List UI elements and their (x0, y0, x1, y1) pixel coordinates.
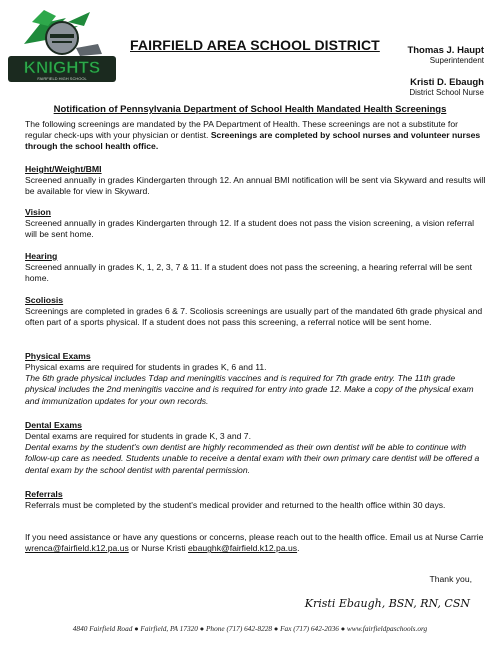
heading-vision: Vision (25, 207, 51, 217)
heading-scoliosis: Scoliosis (25, 295, 64, 305)
signature: Kristi Ebaugh, BSN, RN, CSN (304, 597, 470, 610)
intro-text: The following screenings are mandated by the PA Department of Health. These screenings are not a substitute for regular check-ups with your physician or dentist. (25, 119, 458, 141)
heading-height-weight: Height/Weight/BMI (25, 164, 102, 174)
vision-text: Screened annually in grades Kindergarten through 12. If a student does not pass the vision screening, a vision referral will be sent home. (25, 218, 475, 240)
hearing-text: Screened annually in grades K, 1, 2, 3, 7 & 11. If a student does not pass the screening, a hearing referral will be sent home. (25, 262, 472, 284)
physical-exams-note: The 6th grade physical includes Tdap and meningitis vaccines and is required for 7th grade entry. The 11th grade physical includes the 2nd meningitis vaccine and is required for entry into grade 12. Make a copy of the physical exam and immunization updates for your own records. (25, 373, 474, 406)
intro-paragraph (25, 119, 487, 153)
scoliosis-text: Screenings are completed in grades 6 & 7. Scoliosis screenings are usually part of the mandated 6th grade physical and often part of a sports physical. If a student does not pass this screening, a referral notice will be sent home. (25, 306, 483, 328)
email-link-kristi[interactable]: ebaughk@fairfield.k12.pa.us (188, 543, 298, 554)
nurse-name: Kristi D. Ebaugh (410, 77, 484, 88)
nurse-block (409, 77, 484, 98)
footer-address: 4840 Fairfield Road ● Fairfield, PA 17320 ● Phone (717) 642-8228 ● Fax (717) 642-2036 ● www.fairfieldpaschools.org (72, 624, 428, 633)
dental-exams-paragraph (25, 431, 487, 476)
contact-text-2: or Nurse Kristi (128, 543, 189, 554)
physical-exams-paragraph (25, 362, 487, 407)
referrals-text: Referrals must be completed by the student's medical provider and returned to the health office within 30 days. (25, 500, 446, 510)
district-name: FAIRFIELD AREA SCHOOL DISTRICT (130, 37, 380, 53)
logo-wordmark-text: KNIGHTS (23, 58, 101, 77)
notice-title: Notification of Pennsylvania Department of School Health Mandated Health Screenings (53, 104, 447, 115)
height-weight-text: Screened annually in grades Kindergarten through 12. An annual BMI notification will be sent via Skyward and results will be available for view in Skyward. (25, 175, 486, 197)
heading-dental-exams: Dental Exams (25, 420, 82, 430)
contact-text-3: . (297, 543, 300, 554)
superintendent-name: Thomas J. Haupt (407, 45, 484, 56)
intro-bold: Screenings are completed by school nurses and volunteer nurses through the school health office. (25, 130, 481, 152)
email-link-carrie[interactable]: wrenca@fairfield.k12.pa.us (25, 543, 129, 554)
contact-text-1: If you need assistance or have any questions or concerns, please reach out to the health office. Email us at Nurse Carrie (25, 532, 484, 542)
knights-wordmark (6, 54, 118, 84)
physical-exams-text: Physical exams are required for students in grades K, 6 and 11. (25, 362, 267, 372)
superintendent-title: Superintendent (429, 56, 484, 65)
heading-referrals: Referrals (25, 489, 63, 499)
logo-subtext: FAIRFIELD HIGH SCHOOL (37, 76, 87, 81)
nurse-title: District School Nurse (409, 88, 484, 97)
superintendent-block (407, 45, 484, 66)
closing-thanks: Thank you, (429, 574, 472, 584)
dental-exams-text: Dental exams are required for students in grade K, 3 and 7. (25, 431, 251, 441)
contact-paragraph (25, 532, 487, 554)
heading-physical-exams: Physical Exams (25, 351, 91, 361)
heading-hearing: Hearing (25, 251, 58, 261)
knights-logo (6, 4, 118, 94)
dental-exams-note: Dental exams by the student's own dentist are highly recommended as their own dentist will be able to continue with follow-up care as needed. Students unable to receive a dental exam with their own primary care dentist will be offered a dental exam by the school dentist with parental permission. (25, 442, 480, 475)
